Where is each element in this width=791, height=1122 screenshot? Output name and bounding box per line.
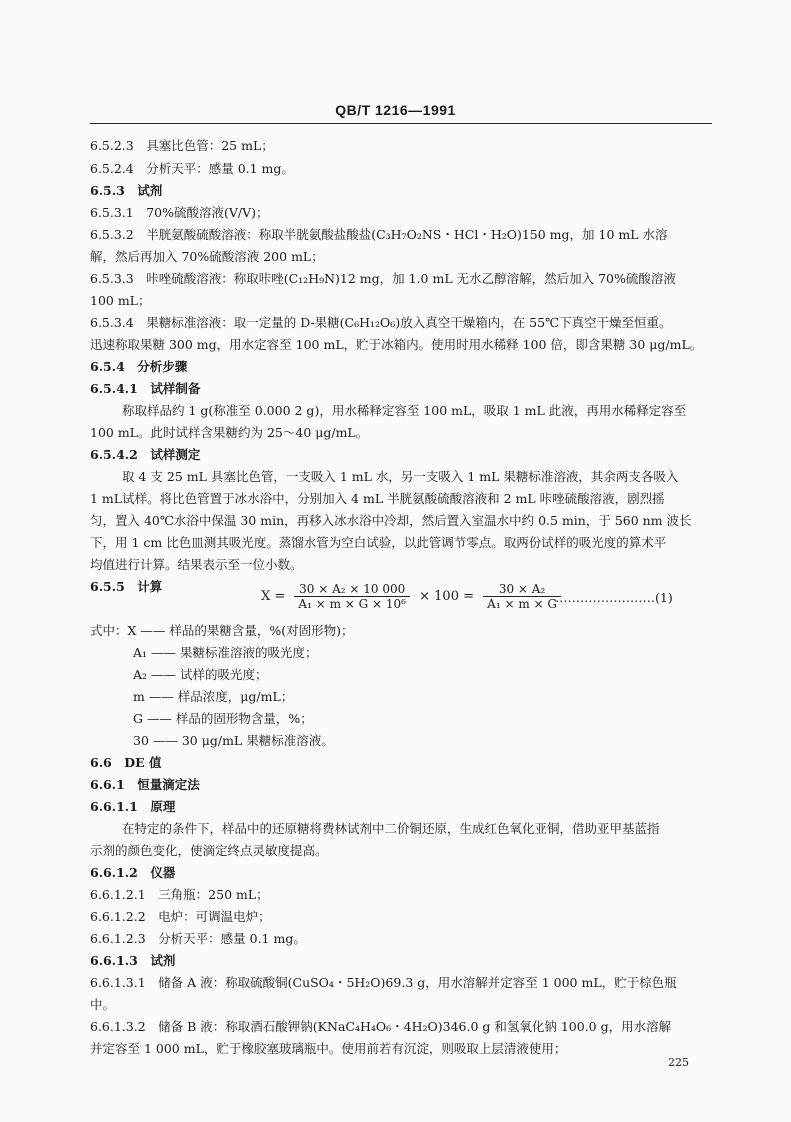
- formula-fraction-1: [294, 582, 410, 611]
- line: 称取样品约 1 g(称准至 0.000 2 g)，用水稀释定容至 100 mL，吸取 1 mL 此液，再用水稀释定容至: [122, 403, 687, 418]
- section-heading: 6.6.1.3 试剂: [90, 953, 176, 968]
- line: 100 mL；: [90, 293, 151, 308]
- section-heading: 6.5.4 分析步骤: [90, 359, 188, 374]
- line: 式中：X —— 样品的果糖含量，%(对固形物)；: [90, 623, 354, 638]
- fraction-numerator: 30 × A₂: [483, 582, 561, 597]
- line: G —— 样品的固形物含量，%；: [133, 711, 313, 726]
- line: 中。: [90, 997, 116, 1012]
- line: 6.6.1.2.3 分析天平：感量 0.1 mg。: [90, 931, 306, 946]
- line: 100 mL。此时试样含果糖约为 25～40 μg/mL。: [90, 425, 369, 440]
- line: 6.5.3.2 半胱氨酸硫酸溶液：称取半胱氨酸盐酸盐(C₃H₇O₂NS・HCl・H₂O)150 mg，加 10 mL 水溶: [90, 227, 668, 242]
- line: 在特定的条件下，样品中的还原糖将费林试剂中二价铜还原，生成红色氧化亚铜，借助亚甲基蓝指: [122, 821, 660, 836]
- page-number: 225: [668, 1056, 689, 1069]
- line: A₁ —— 果糖标准溶液的吸光度；: [133, 645, 318, 660]
- standard-header: QB/T 1216—1991: [335, 102, 456, 118]
- line: m —— 样品浓度，μg/mL；: [133, 689, 294, 704]
- line: 6.6.1.2.1 三角瓶：250 mL；: [90, 887, 269, 902]
- line: 6.5.3.1 70%硫酸溶液(V/V)；: [90, 205, 269, 220]
- line: 6.5.2.3 具塞比色管：25 mL；: [90, 138, 274, 153]
- section-heading: 6.6.1.2 仪器: [90, 865, 176, 880]
- line: 6.5.2.4 分析天平：感量 0.1 mg。: [90, 161, 294, 176]
- line: 6.5.3.3 咔唑硫酸溶液：称取咔唑(C₁₂H₉N)12 mg，加 1.0 mL 无水乙醇溶解，然后加入 70%硫酸溶液: [90, 271, 676, 286]
- formula-middle: × 100 =: [419, 589, 475, 604]
- equation-number: ……………………(1): [555, 590, 673, 605]
- fraction-denominator: A₁ × m × G × 10⁶: [298, 597, 406, 611]
- formula-fraction-2: [483, 582, 561, 611]
- formula-1: [256, 582, 561, 611]
- line: 迅速称取果糖 300 mg，用水定容至 100 mL，贮于冰箱内。使用时用水稀释 100 倍，即含果糖 30 μg/mL。: [90, 337, 703, 352]
- line: 取 4 支 25 mL 具塞比色管，一支吸入 1 mL 水，另一支吸入 1 mL 果糖标准溶液，其余两支各吸入: [122, 469, 679, 484]
- line: 1 mL试样。将比色管置于冰水浴中，分别加入 4 mL 半胱氨酸硫酸溶液和 2 mL 咔唑硫酸溶液，剧烈摇: [90, 491, 665, 506]
- section-heading: 6.5.4.2 试样测定: [90, 447, 201, 462]
- line: 30 —— 30 μg/mL 果糖标准溶液。: [133, 733, 334, 748]
- line: 匀，置入 40℃水浴中保温 30 min，再移入冰水浴中冷却，然后置入室温水中约 0.5 min，于 560 nm 波长: [90, 513, 692, 528]
- line: 下，用 1 cm 比色皿测其吸光度。蒸馏水管为空白试验，以此管调节零点。取两份试样的吸光度的算术平: [90, 535, 667, 550]
- fraction-numerator: 30 × A₂ × 10 000: [294, 582, 410, 597]
- formula-lhs: X =: [261, 589, 286, 604]
- line: 6.5.3.4 果糖标准溶液：取一定量的 D-果糖(C₆H₁₂O₆)放入真空干燥箱内，在 55℃下真空干燥至恒重。: [90, 315, 672, 330]
- header-rule: [90, 123, 712, 124]
- line: 解，然后再加入 70%硫酸溶液 200 mL；: [90, 249, 324, 264]
- section-heading: 6.6 DE 值: [90, 755, 162, 770]
- line: 均值进行计算。结果表示至一位小数。: [90, 557, 303, 572]
- line: 6.6.1.2.2 电炉：可调温电炉；: [90, 909, 271, 924]
- section-heading: 6.6.1 恒量滴定法: [90, 777, 200, 792]
- line: A₂ —— 试样的吸光度；: [133, 667, 268, 682]
- line: 并定容至 1 000 mL，贮于橡胶塞玻璃瓶中。使用前若有沉淀，则吸取上层清液使用；: [90, 1041, 567, 1056]
- section-heading: 6.5.5 计算: [90, 579, 163, 594]
- section-heading: 6.5.4.1 试样制备: [90, 381, 201, 396]
- section-heading: 6.6.1.1 原理: [90, 799, 176, 814]
- fraction-denominator: A₁ × m × G: [487, 597, 557, 611]
- line: 示剂的颜色变化，使滴定终点灵敏度提高。: [90, 843, 328, 858]
- line: 6.6.1.3.2 储备 B 液：称取酒石酸钾钠(KNaC₄H₄O₆・4H₂O)346.0 g 和氢氧化钠 100.0 g，用水溶解: [90, 1019, 672, 1034]
- section-heading: 6.5.3 试剂: [90, 183, 163, 198]
- line: 6.6.1.3.1 储备 A 液：称取硫酸铜(CuSO₄・5H₂O)69.3 g，用水溶解并定容至 1 000 mL，贮于棕色瓶: [90, 975, 677, 990]
